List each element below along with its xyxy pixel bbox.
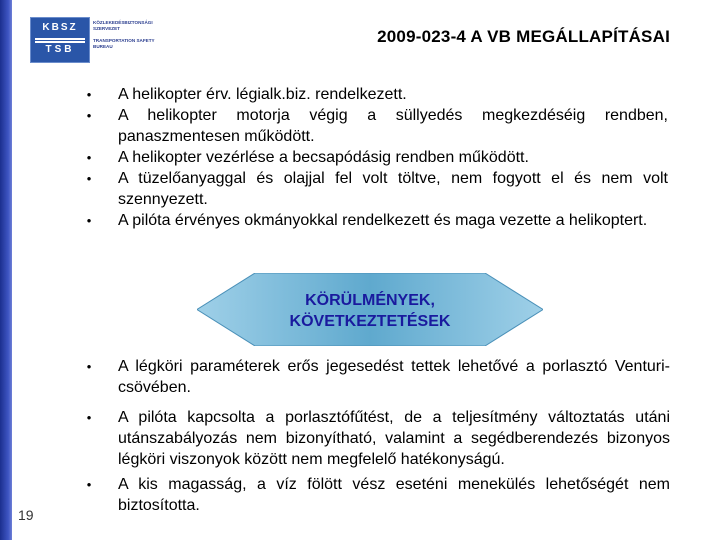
bullet-icon: •: [86, 150, 92, 165]
findings-list: [82, 84, 668, 231]
diamond-label-line: KÖRÜLMÉNYEK,: [305, 292, 435, 309]
page-number: 19: [18, 507, 34, 523]
findings-item: [82, 210, 668, 231]
bullet-icon: •: [86, 477, 92, 492]
findings-item: [82, 105, 668, 147]
logo-badge-bottom-text: TSB: [45, 44, 75, 55]
findings-item-text: A tüzelőanyaggal és olajjal fel volt töltve, nem fogyott el és nem volt szennyezett.: [118, 170, 668, 208]
bullet-icon: •: [86, 171, 92, 186]
kbsz-logo: [30, 17, 165, 62]
conclusions-item: [82, 356, 670, 398]
conclusions-item-text: A pilóta kapcsolta a porlasztófűtést, de a teljesítmény változtatás utáni utánszabályozás nem bizonyítható, valamint a segédberendezés bizonyos légköri viszonyok között nem megfelelő hatékonyságú.: [118, 409, 670, 468]
bullet-icon: •: [86, 108, 92, 123]
findings-item-text: A helikopter motorja végig a süllyedés megkezdéséig rendben, panaszmentesen működött.: [118, 107, 668, 145]
findings-item: [82, 147, 668, 168]
logo-caption-line: TRANSPORTATION SAFETY: [93, 38, 155, 44]
bullet-icon: •: [86, 87, 92, 102]
bullet-icon: •: [86, 410, 92, 425]
findings-item: [82, 84, 668, 105]
logo-badge: [30, 17, 90, 63]
conclusions-list: [82, 356, 670, 525]
conclusions-item-text: A kis magasság, a víz fölött vész eseténi menekülés lehetőségét nem biztosította.: [118, 476, 670, 514]
findings-item-text: A pilóta érvényes okmányokkal rendelkezett és maga vezette a helikoptert.: [118, 212, 648, 229]
findings-item-text: A helikopter vezérlése a becsapódásig rendben működött.: [118, 149, 529, 166]
logo-badge-top-text: KBSZ: [42, 22, 78, 33]
section-diamond: [197, 273, 543, 346]
logo-caption-line: BUREAU: [93, 43, 113, 49]
bullet-icon: •: [86, 213, 92, 228]
logo-caption: [93, 20, 168, 49]
logo-caption-line: SZERVEZET: [93, 25, 120, 31]
conclusions-item: [82, 407, 670, 470]
slide-title: 2009-023-4 A VB MEGÁLLAPÍTÁSAI: [377, 27, 670, 46]
conclusions-item: [82, 474, 670, 516]
logo-caption-line: KÖZLEKEDÉSBIZTONSÁGI: [93, 20, 153, 25]
findings-item-text: A helikopter érv. légialk.biz. rendelkezett.: [118, 86, 407, 103]
bullet-icon: •: [86, 359, 92, 374]
logo-stripe: [35, 41, 85, 43]
diamond-label-line: KÖVETKEZTETÉSEK: [289, 313, 451, 330]
findings-item: [82, 168, 668, 210]
diamond-label: [197, 290, 543, 332]
left-sidebar-bar: [0, 0, 12, 540]
conclusions-item-text: A légköri paraméterek erős jegesedést tettek lehetővé a porlasztó Venturi-csövében.: [118, 358, 670, 396]
logo-stripe: [35, 38, 85, 40]
